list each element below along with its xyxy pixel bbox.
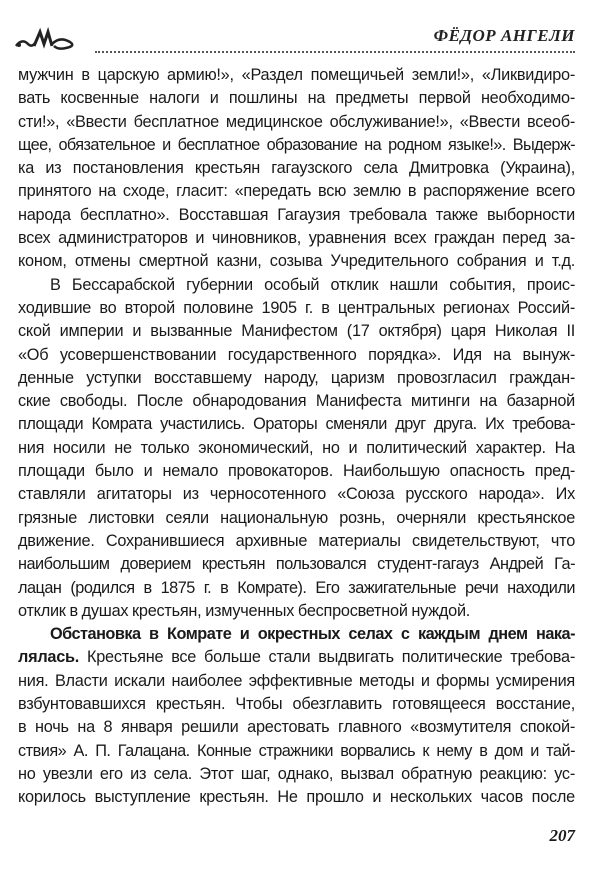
text-line: корилось выступление крестьян. Не прошло и нескольких часов после [18, 788, 575, 807]
text-line: коном, отмены смертной казни, созыва Учредительного собрания и т.д. [18, 252, 575, 271]
text-line: движение. Сохранившиеся архивные материалы свидетельствуют, что [18, 531, 575, 550]
page-body [18, 64, 575, 810]
paragraph-1 [18, 64, 575, 274]
text-line: отклик в душах крестьян, измученных беспросветной нуждой. [18, 601, 471, 620]
header-divider [95, 51, 575, 53]
bold-lead-end: лялась. [18, 648, 80, 667]
text-line: площади было и немало провокаторов. Наибольшую опасность пред- [18, 462, 575, 481]
running-header-author: ФЁДОР АНГЕЛИ [433, 26, 575, 45]
text-segment: Крестьяне все больше стали выдвигать политические требова- [79, 648, 575, 667]
text-line: ской империи и вызванные Манифестом (17 октября) царя Николая II [18, 322, 575, 341]
text-line: взбунтовавшихся крестьян. Чтобы обезглавить готовящееся восстание, [18, 695, 575, 714]
text-line: сти!», «Ввести бесплатное медицинское обслуживание!», «Ввести всеоб- [18, 112, 575, 131]
text-line: площади Комрата участились. Ораторы сменяли друг друга. Их требова- [18, 415, 575, 434]
text-line: но увезли его из села. Этот шаг, однако, вызвал обратную реакцию: ус- [18, 764, 575, 783]
text-line: в ночь на 8 января решили арестовать главного «возмутителя спокой- [18, 718, 575, 737]
page-number: 207 [549, 826, 575, 845]
text-line: «Об усовершенствовании государственного порядка». Идя на вынуж- [18, 345, 575, 364]
text-line: ния. Власти искали наиболее эффективные методы и формы усмирения [18, 671, 575, 690]
text-line: денные уступки восставшему народу, царизм провозгласил граждан- [18, 368, 575, 387]
text-line: ские свободы. После обнародования Манифеста митинги на базарной [18, 392, 575, 411]
paragraph-3 [18, 623, 575, 809]
text-line [18, 646, 575, 669]
text-line: лацан (родился в 1875 г. в Комрате). Его зажигательные речи находили [18, 578, 575, 597]
paragraph-2 [18, 274, 575, 623]
text-line: наибольшим доверием крестьян пользовался студент-гагауз Андрей Га- [18, 555, 575, 574]
text-line: грязные листовки сеяли национальную рознь, очерняли крестьянское [18, 508, 575, 527]
text-line: принятого на сходе, гласит: «передать всю землю в распоряжение всего [18, 182, 575, 201]
text-line: ка из постановления крестьян гагаузского села Дмитровка (Украина), [18, 159, 575, 178]
text-line: ставляли агитаторы из черносотенного «Союза русского народа». Их [18, 485, 575, 504]
text-line: ствия» А. П. Галацана. Конные стражники ворвались к нему в дом и тай- [18, 741, 575, 760]
text-line: народа бесплатно». Восставшая Гагаузия требовала также выборности [18, 205, 575, 224]
text-line: всех администраторов и чиновников, уравнения всех граждан перед за- [18, 229, 575, 248]
text-line: вать косвенные налоги и пошлины на предметы первой необходимо- [18, 89, 575, 108]
text-line: щее, обязательное и бесплатное образование на родном языке!». Выдерж- [18, 135, 575, 154]
text-line: ходившие во второй половине 1905 г. в центральных регионах Россий- [18, 298, 575, 317]
text-line: мужчин в царскую армию!», «Раздел помещичьей земли!», «Ликвидиро- [18, 66, 575, 84]
text-line: ния носили не только экономический, но и политический характер. На [18, 438, 575, 457]
ornament-logo-icon [14, 26, 78, 52]
text-line: В Бессарабской губернии особый отклик нашли события, проис- [50, 275, 575, 294]
bold-lead-line: Обстановка в Комрате и окрестных селах с каждым днем нака- [50, 625, 575, 644]
